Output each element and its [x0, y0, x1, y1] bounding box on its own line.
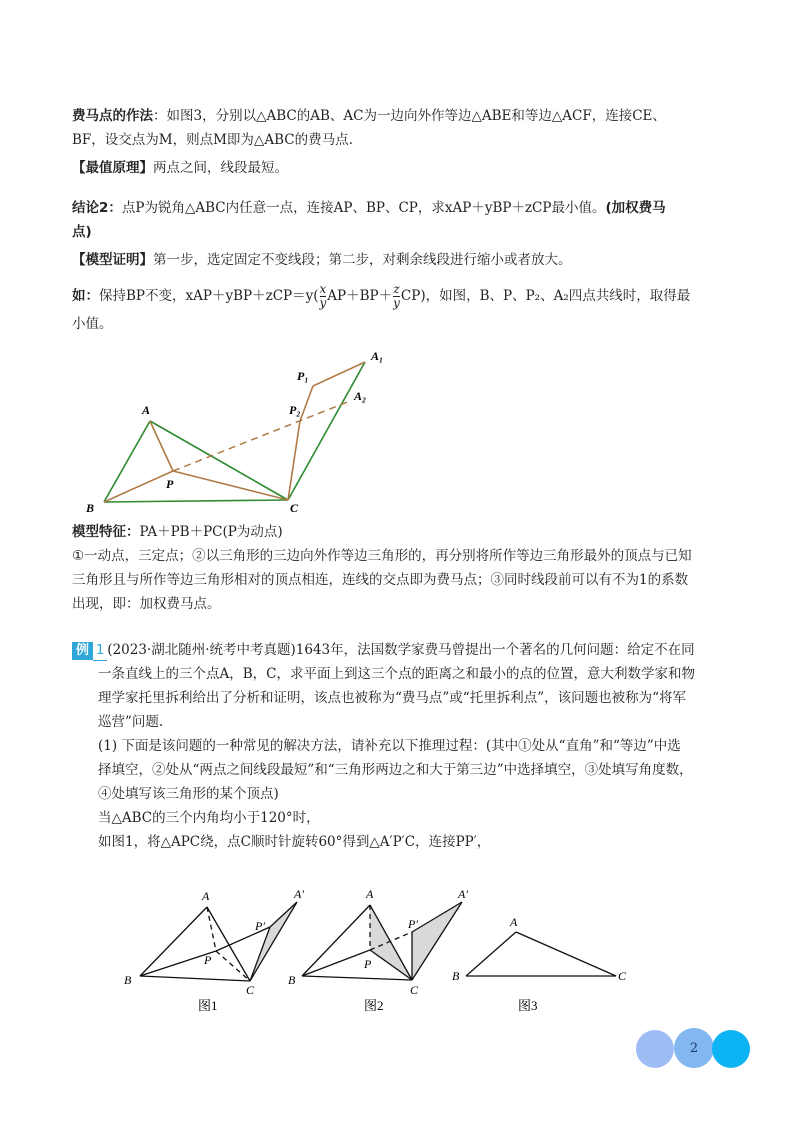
page-number-text: 2 [689, 1040, 699, 1056]
example-text: 巡营”问题. [98, 714, 164, 730]
segment-p1-a1 [313, 362, 365, 386]
paragraph-text: 小值。 [72, 316, 113, 332]
figure-caption: 图3 [518, 998, 538, 1013]
label-p: P [204, 953, 212, 967]
label-b: B [86, 501, 95, 515]
label-a-prime: A′ [294, 887, 304, 901]
weighted-fermat-diagram [78, 344, 398, 516]
label-c: C [246, 983, 255, 997]
paragraph-text: ：如图3，分别以△ABC的AB、AC为一边向外作等边△ABE和等边△ACF，连接CE、 [153, 108, 666, 124]
question-text: ④处填写该三角形的某个顶点) [98, 786, 279, 802]
paragraph-emphasis: (加权费马 [605, 200, 666, 216]
extremum-principle [72, 156, 732, 180]
figure-caption: 图2 [364, 998, 384, 1013]
paragraph-text: 两点之间，线段最短。 [153, 160, 288, 176]
paragraph-text: 第一步，选定固定不变线段；第二步，对剩余线段进行缩小或者放大。 [153, 252, 572, 268]
label-p1: P₁ [297, 369, 309, 383]
paragraph-heading: 结论2： [72, 200, 122, 216]
example-text: 理学家托里拆利给出了分析和证明，该点也被称为“费马点”或“托里拆利点”，该问题也被称为“将军 [98, 690, 687, 706]
model-features [72, 520, 732, 616]
page-number [674, 1028, 714, 1068]
label-c: C [410, 983, 419, 997]
label-a: A [366, 887, 374, 901]
formula-text: 保持BP不变，xAP＋yBP＋zCP＝y( [99, 288, 319, 304]
label-b: B [124, 973, 132, 987]
label-p2: P₂ [289, 403, 301, 417]
conclusion-2 [72, 196, 732, 244]
model-proof [72, 248, 732, 272]
segment-ab [104, 421, 150, 502]
fraction-x-over-y: $\frac{x}{y}$ [319, 282, 327, 310]
label-a1: A₁ [371, 349, 384, 363]
segment-bp [104, 471, 173, 502]
paragraph-heading: 【模型证明】 [72, 252, 153, 268]
paragraph-heading: 如： [72, 288, 99, 304]
question-text: 当△ABC的三个内角均小于120°时， [98, 810, 320, 826]
paragraph-text: 点P为锐角△ABC内任意一点，连接AP、BP、CP，求xAP＋yBP＋zCP最小值。 [121, 200, 606, 216]
figure-3 [446, 900, 646, 1024]
paragraph-text: 三角形且与所作等边三角形相对的顶点相连，连线的交点即为费马点；③同时线段前可以有不为1的系数 [72, 572, 689, 588]
label-b: B [452, 969, 460, 983]
question-text: 择填空，②处从“两点之间线段最短”和“三角形两边之和大于第三边”中选择填空，③处填写角度数， [98, 762, 693, 778]
example-1 [72, 638, 732, 854]
paragraph-text: 出现，即：加权费马点。 [72, 596, 221, 612]
label-a2: A₂ [354, 389, 367, 403]
figure-3-diagram [446, 900, 646, 1024]
label-p: P [364, 957, 372, 971]
label-a: A [510, 915, 518, 929]
example-text: 一条直线上的三个点A，B，C，求平面上到这三个点的距离之和最小的点的位置，意大利数学家和物 [98, 666, 695, 682]
paragraph-heading: 费马点的作法 [72, 108, 153, 124]
page-number-badge [636, 1028, 754, 1068]
example-text: (2023·湖北随州·统考中考真题)1643年，法国数学家费马曾提出一个著名的几何问题：给定不在同 [107, 642, 695, 658]
formula-text: AP＋BP＋ [327, 288, 393, 304]
paragraph-emphasis: 点) [72, 224, 92, 240]
question-text: 如图1，将△APC绕，点C顺时针旋转60°得到△A′P′C，连接PP′， [98, 834, 491, 850]
example-number: 1 [93, 642, 107, 661]
paragraph-heading: 模型特征： [72, 524, 140, 540]
question-text: (1) 下面是该问题的一种常见的解决方法，请补充以下推理过程：(其中①处从“直角”和“等边”中选 [98, 738, 681, 754]
paragraph-heading: 【最值原理】 [72, 160, 153, 176]
label-p: P [166, 477, 174, 491]
segment-pc [173, 471, 288, 500]
example-tag: 例 [72, 642, 93, 660]
label-p-prime: P′ [408, 917, 418, 931]
fermat-construction-paragraph [72, 104, 732, 152]
paragraph-text: PA＋PB＋PC(P为动点) [139, 524, 283, 540]
label-c: C [290, 501, 299, 515]
segment-bc [104, 500, 288, 502]
fraction-z-over-y: $\frac{z}{y}$ [393, 282, 400, 310]
label-c: C [618, 969, 627, 983]
paragraph-text: ①一动点，三定点；②以三角形的三边向外作等边三角形的，再分别将所作等边三角形最外的顶点与已知 [72, 548, 692, 564]
label-a: A [142, 403, 151, 417]
weighted-fermat-figure [78, 344, 398, 516]
label-b: B [288, 973, 296, 987]
label-p-prime: P′ [255, 919, 265, 933]
decor-circle-left [636, 1030, 674, 1068]
figure-caption: 图1 [198, 998, 218, 1013]
example-body [72, 662, 732, 854]
paragraph-text: BF，设交点为M，则点M即为△ABC的费马点. [72, 132, 353, 148]
formula-text: CP)，如图，B、P、P₂、A₂四点共线时，取得最 [400, 288, 691, 304]
label-a: A [202, 889, 210, 903]
example-formula-paragraph [72, 282, 732, 338]
label-a-prime: A′ [458, 887, 468, 901]
decor-circle-right [712, 1030, 750, 1068]
